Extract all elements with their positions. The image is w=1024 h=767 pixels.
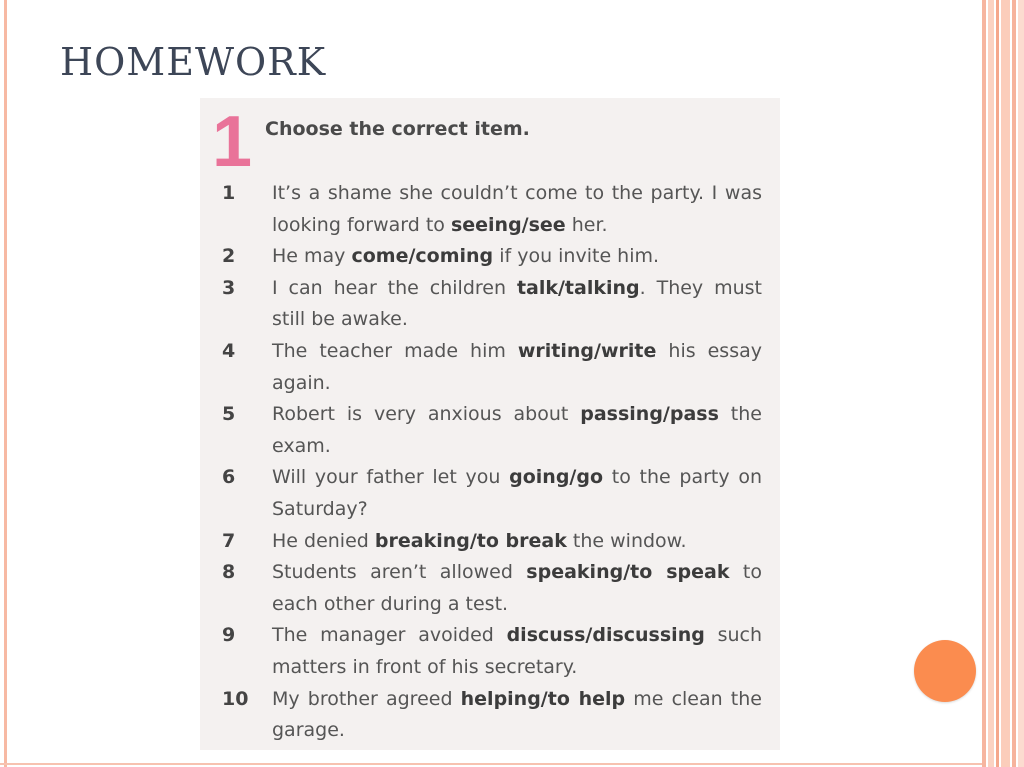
exercise-item-choice: speaking/to speak	[526, 561, 730, 584]
stripe	[996, 0, 999, 767]
exercise-item	[222, 273, 762, 336]
exercise-item	[222, 684, 762, 747]
exercise-item-choice: writing/write	[517, 339, 657, 362]
exercise-item-number: 9	[222, 624, 236, 647]
exercise-item-choice: seeing/see	[450, 213, 566, 236]
slide-frame-bottom-line	[0, 763, 985, 765]
exercise-item-number: 2	[222, 245, 236, 268]
exercise-item-number: 4	[222, 339, 236, 362]
exercise-item-number: 7	[222, 529, 236, 552]
stripe	[1001, 0, 1010, 767]
slide-frame-right-stripes	[982, 0, 1024, 767]
exercise-item-text: the exam.	[272, 403, 762, 457]
stripe	[1018, 0, 1024, 767]
exercise-item	[222, 241, 762, 273]
exercise-item-number: 6	[222, 466, 236, 489]
exercise-item-text: He denied	[272, 529, 375, 552]
exercise-item-text: me clean the garage.	[272, 687, 762, 742]
exercise-item-text: It’s a shame she couldn’t come to the party. I was looking forward to	[272, 182, 762, 236]
textbook-exercise-image	[200, 98, 780, 750]
exercise-item-text: My brother agreed	[272, 687, 461, 710]
exercise-item-text: The manager avoided	[272, 624, 507, 647]
exercise-item-number: 1	[222, 182, 236, 204]
exercise-item-number: 10	[222, 687, 249, 710]
stripe	[982, 0, 986, 767]
exercise-item	[222, 620, 762, 683]
exercise-item-text: Robert is very anxious about	[272, 403, 581, 426]
exercise-item	[222, 178, 762, 241]
exercise-number: 1	[212, 102, 253, 182]
stripe	[988, 0, 994, 767]
exercise-item-text: Will your father let you	[272, 466, 510, 489]
stripe	[1012, 0, 1016, 767]
exercise-item-text: if you invite him.	[493, 245, 660, 268]
exercise-item-text: the window.	[566, 529, 687, 552]
exercise-item-text: Students aren’t allowed	[272, 561, 527, 584]
slide-frame-left-line	[4, 0, 7, 767]
exercise-item	[222, 557, 762, 620]
exercise-item-text: his essay again.	[272, 339, 762, 394]
exercise-item	[222, 526, 762, 558]
exercise-item-number: 5	[222, 403, 236, 426]
exercise-item-choice: going/go	[509, 466, 604, 489]
exercise-item	[222, 336, 762, 399]
exercise-item-text: to the party on Saturday?	[272, 466, 763, 520]
exercise-item-text: He may	[272, 245, 352, 268]
exercise-item-text: her.	[565, 213, 608, 236]
exercise-item-text: to each other during a test.	[272, 561, 762, 615]
exercise-item-choice: breaking/to break	[374, 529, 567, 552]
slide-title: HOMEWORK	[60, 40, 327, 84]
exercise-item-choice: come/coming	[351, 245, 494, 268]
exercise-item-text: such matters in front of his secretary.	[272, 624, 762, 678]
exercise-item-choice: discuss/discussing	[506, 624, 705, 647]
exercise-item	[222, 399, 762, 462]
exercise-item	[222, 462, 762, 525]
exercise-item-list	[222, 178, 762, 747]
exercise-item-text: The teacher made him	[272, 339, 518, 362]
decorative-orange-circle	[914, 640, 976, 702]
exercise-item-choice: passing/pass	[580, 403, 719, 426]
exercise-instruction: Choose the correct item.	[265, 118, 530, 140]
exercise-item-number: 3	[222, 276, 236, 299]
exercise-item-choice: helping/to help	[460, 687, 626, 710]
exercise-item-text: I can hear the children	[272, 276, 517, 299]
exercise-item-number: 8	[222, 561, 236, 584]
exercise-item-text: . They must still be awake.	[272, 276, 762, 331]
exercise-item-choice: talk/talking	[516, 276, 640, 299]
